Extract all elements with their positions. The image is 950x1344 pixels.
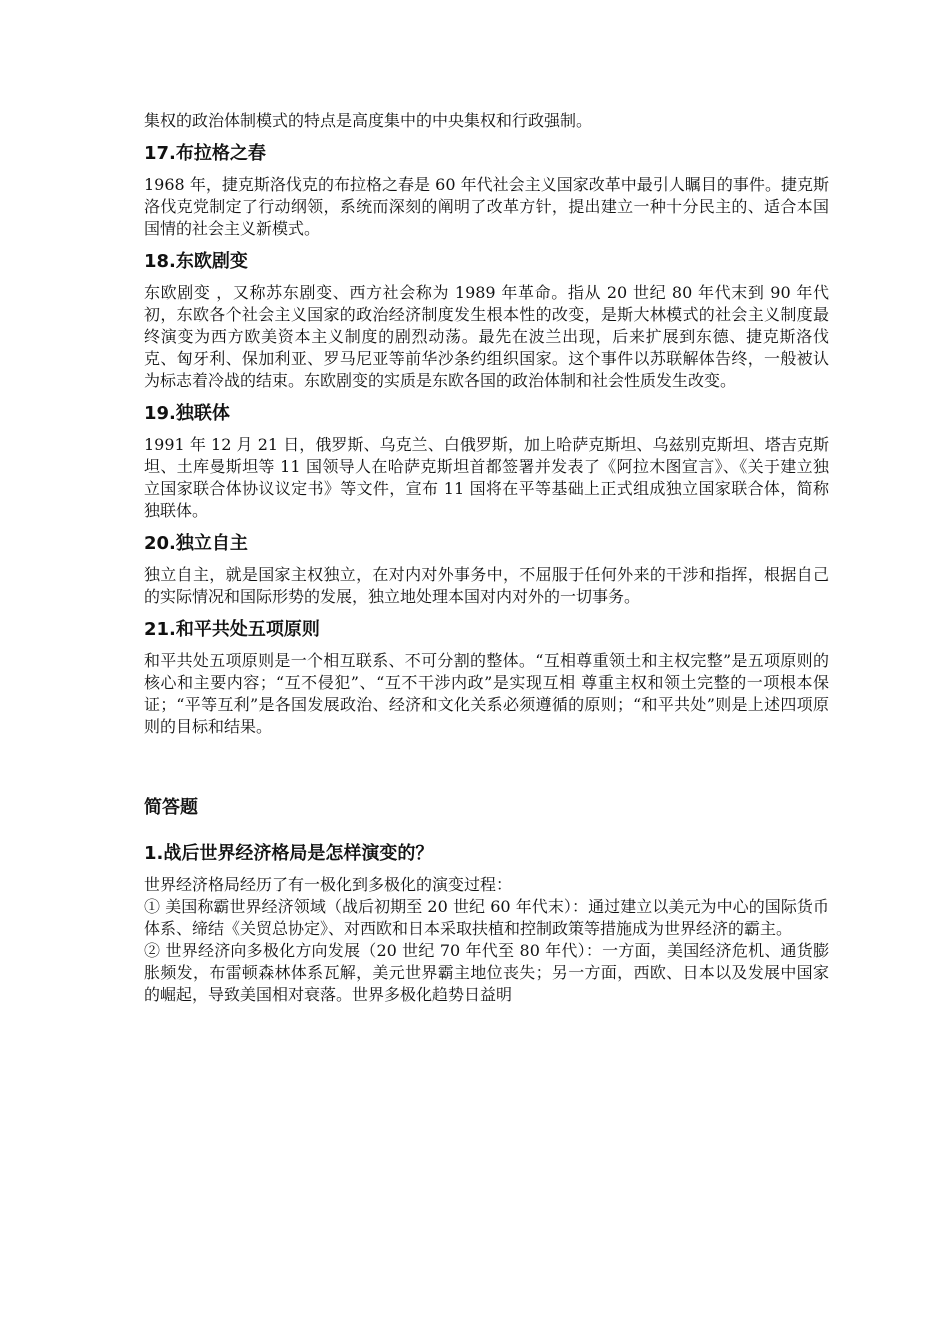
intro-paragraph: 集权的政治体制模式的特点是高度集中的中央集权和行政强制。 — [144, 111, 593, 130]
answer-line: ① 美国称霸世界经济领域（战后初期至 20 世纪 60 年代末）：通过建立以美元为中心的国际货币体系、缔结《关贸总协定》、对西欧和日本采取扶植和控制政策等措施成为世界经济的霸主。 — [144, 897, 829, 938]
term-heading: 17.布拉格之春 — [144, 143, 266, 164]
section-title: 简答题 — [144, 797, 198, 818]
answer-line: 世界经济格局经历了有一极化到多极化的演变过程： — [144, 875, 513, 894]
document-page — [144, 110, 829, 1006]
term-body: 1968 年，捷克斯洛伐克的布拉格之春是 60 年代社会主义国家改革中最引人瞩目的事件。捷克斯洛伐克党制定了行动纲领，系统而深刻的阐明了改革方针，提出建立一种十分民主的、适合本国国情的社会主义新模式。 — [144, 175, 829, 238]
term-20 — [144, 532, 829, 608]
answer-body — [144, 874, 829, 1006]
answer-line: ② 世界经济向多极化方向发展（20 世纪 70 年代至 80 年代）：一方面，美国经济危机、通货膨胀频发，布雷顿森林体系瓦解，美元世界霸主地位丧失；另一方面，西欧、日本以及发展中国家的崛起，导致美国相对衰落。世界多极化趋势日益明 — [144, 941, 829, 1004]
term-body: 东欧剧变 ，又称苏东剧变、西方社会称为 1989 年革命。指从 20 世纪 80 年代末到 90 年代初，东欧各个社会主义国家的政治经济制度发生根本性的改变，是斯大林模式的社会主义制度最终演变为西方欧美资本主义制度的剧烈动荡。最先在波兰出现，后来扩展到东德、捷克斯洛伐克、匈牙利、保加利亚、罗马尼亚等前华沙条约组织国家。这个事件以苏联解体告终，一般被认为标志着冷战的结束。东欧剧变的实质是东欧各国的政治体制和社会性质发生改变。 — [144, 283, 829, 390]
term-heading: 18.东欧剧变 — [144, 251, 248, 272]
term-heading: 21.和平共处五项原则 — [144, 619, 320, 640]
term-body: 独立自主，就是国家主权独立，在对内对外事务中，不屈服于任何外来的干涉和指挥，根据自己的实际情况和国际形势的发展，独立地处理本国对内对外的一切事务。 — [144, 565, 829, 606]
term-18 — [144, 250, 829, 392]
term-21 — [144, 618, 829, 738]
term-19 — [144, 402, 829, 522]
term-17 — [144, 142, 829, 240]
term-heading: 19.独联体 — [144, 403, 230, 424]
term-body: 和平共处五项原则是一个相互联系、不可分割的整体。“互相尊重领土和主权完整”是五项原则的核心和主要内容；“互不侵犯”、“互不干涉内政”是实现互相 尊重主权和领土完整的一项根本保证；“平等互利”是各国发展政治、经济和文化关系必须遵循的原则；“和平共处”则是上述四项原则的目标和结果。 — [144, 651, 829, 736]
term-heading: 20.独立自主 — [144, 533, 248, 554]
term-body: 1991 年 12 月 21 日，俄罗斯、乌克兰、白俄罗斯，加上哈萨克斯坦、乌兹别克斯坦、塔吉克斯坦、土库曼斯坦等 11 国领导人在哈萨克斯坦首都签署并发表了《阿拉木图宣言》、《关于建立独立国家联合体协议议定书》等文件，宣布 11 国将在平等基础上正式组成独立国家联合体，简称独联体。 — [144, 435, 829, 520]
question-1 — [144, 842, 829, 1006]
question-heading: 1.战后世界经济格局是怎样演变的？ — [144, 843, 434, 864]
